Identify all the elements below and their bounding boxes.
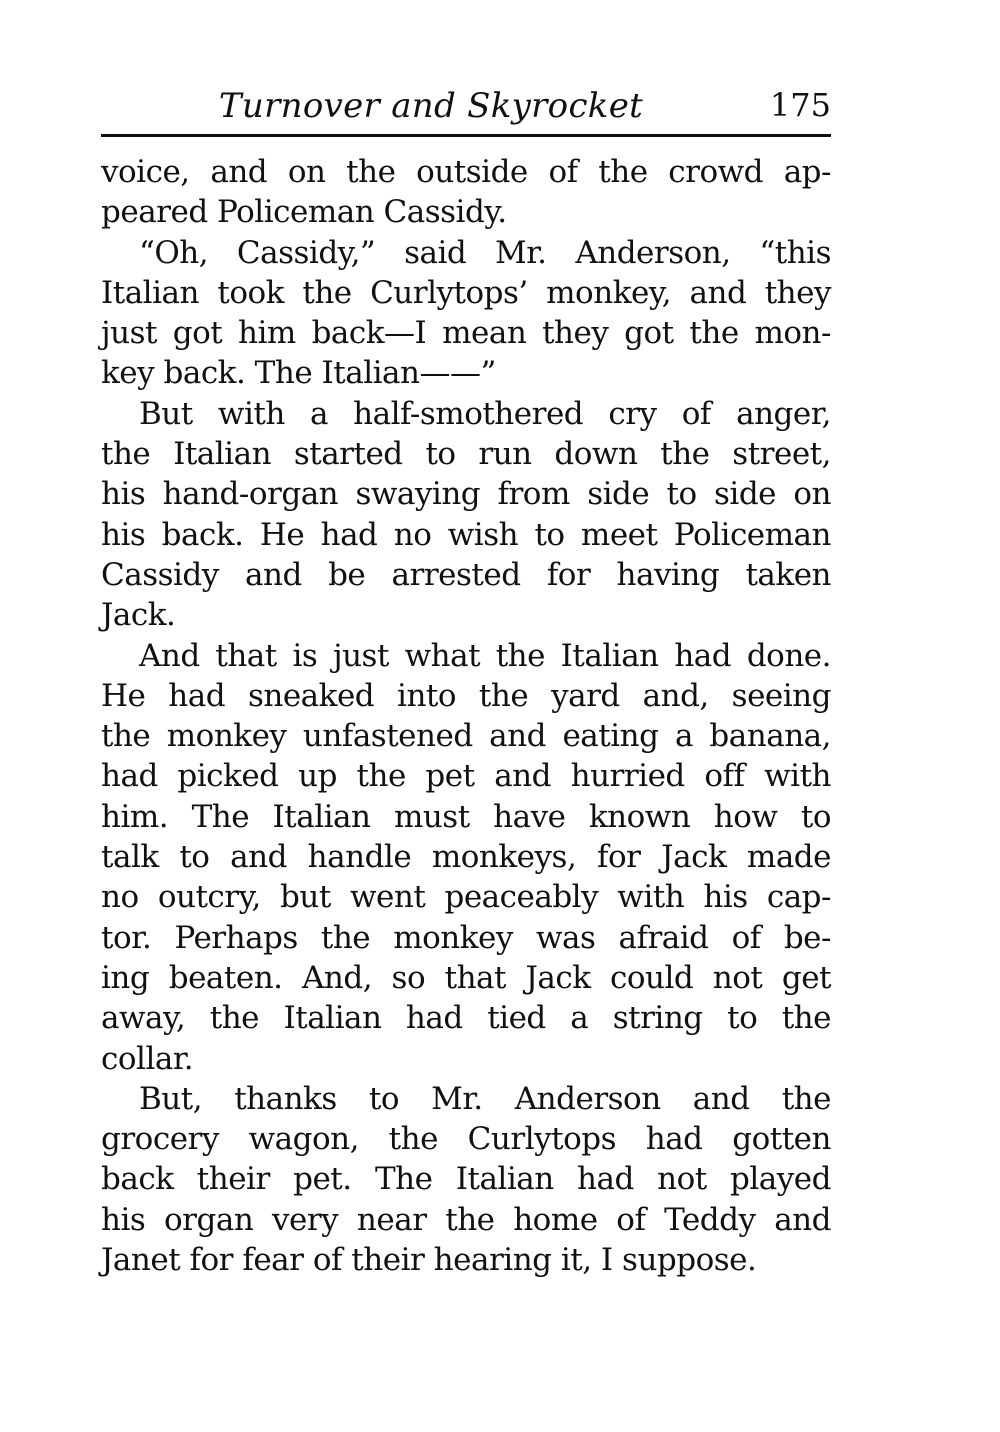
text-line: ing beaten. And, so that Jack could not get bbox=[101, 959, 831, 996]
text-line: And that is just what the Italian had done. bbox=[139, 637, 831, 674]
text-line: just got him back—I mean they got the mon- bbox=[101, 315, 831, 352]
header-rule bbox=[101, 134, 831, 137]
text-line: grocery wagon, the Curlytops had gotten bbox=[101, 1121, 831, 1158]
text-line: Janet for fear of their hearing it, I suppose. bbox=[101, 1242, 757, 1279]
text-line: But, thanks to Mr. Anderson and the bbox=[139, 1080, 831, 1117]
text-line: talk to and handle monkeys, for Jack made bbox=[101, 839, 831, 876]
text-line: the monkey unfastened and eating a banana, bbox=[101, 718, 831, 755]
body-text bbox=[101, 152, 831, 1280]
text-line: him. The Italian must have known how to bbox=[101, 798, 831, 835]
text-line: key back. The Italian——” bbox=[101, 355, 496, 392]
text-line: tor. Perhaps the monkey was afraid of be- bbox=[101, 919, 831, 956]
text-line: peared Policeman Cassidy. bbox=[101, 194, 507, 231]
text-line: Jack. bbox=[101, 597, 176, 634]
text-line: his hand-organ swaying from side to side on bbox=[101, 476, 831, 513]
page-number: 175 bbox=[769, 86, 831, 124]
text-line: away, the Italian had tied a string to the bbox=[101, 1000, 831, 1037]
text-line: the Italian started to run down the street, bbox=[101, 436, 831, 473]
text-line: Italian took the Curlytops’ monkey, and they bbox=[101, 274, 831, 311]
running-head-title: Turnover and Skyrocket bbox=[218, 86, 644, 126]
text-line: his back. He had no wish to meet Policeman bbox=[101, 516, 831, 553]
text-line: had picked up the pet and hurried off with bbox=[101, 758, 831, 795]
text-line: no outcry, but went peaceably with his cap- bbox=[101, 879, 831, 916]
text-line: “Oh, Cassidy,” said Mr. Anderson, “this bbox=[139, 234, 831, 271]
text-line: collar. bbox=[101, 1040, 194, 1077]
text-line: He had sneaked into the yard and, seeing bbox=[101, 677, 831, 714]
text-line: his organ very near the home of Teddy and bbox=[101, 1201, 831, 1238]
text-line: back their pet. The Italian had not played bbox=[101, 1161, 831, 1198]
text-line: Cassidy and be arrested for having taken bbox=[101, 556, 831, 593]
running-head bbox=[101, 84, 831, 132]
text-line: But with a half-smothered cry of anger, bbox=[139, 395, 831, 432]
text-line: voice, and on the outside of the crowd ap- bbox=[101, 154, 831, 190]
